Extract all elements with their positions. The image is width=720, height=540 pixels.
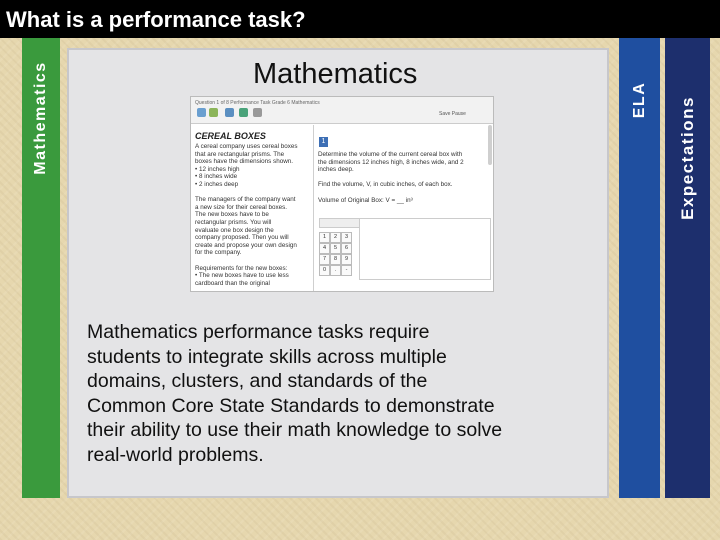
pencil-icon xyxy=(225,108,234,117)
screenshot-toolbar xyxy=(191,97,493,124)
keypad-key[interactable]: 4 xyxy=(319,243,330,254)
stimulus-line xyxy=(195,257,298,265)
stimulus-line: • 12 inches high xyxy=(195,165,240,173)
ela-side-tab[interactable] xyxy=(619,38,660,498)
next-arrow-icon xyxy=(209,108,218,117)
keypad-toolbar xyxy=(319,218,361,228)
body-line: Mathematics performance tasks require xyxy=(87,321,430,343)
body-line: real-world problems. xyxy=(87,443,264,466)
stimulus-line: • The new boxes have to use less xyxy=(195,272,289,280)
stimulus-line: The new boxes have to be xyxy=(195,211,269,219)
question-line: Volume of Original Box: V = __ in³ xyxy=(318,196,413,204)
save-icon xyxy=(239,108,248,117)
stimulus-line: create and propose your own design xyxy=(195,241,297,249)
toolbar-right-text: Save Pause xyxy=(439,111,466,117)
pause-icon xyxy=(253,108,262,117)
panel-body xyxy=(87,320,607,467)
keypad-key[interactable]: 3 xyxy=(341,232,352,243)
keypad-key[interactable]: 9 xyxy=(341,254,352,265)
stimulus-text xyxy=(195,143,298,287)
stimulus-line: boxes have the dimensions shown. xyxy=(195,158,294,166)
body-line: domains, clusters, and standards of the xyxy=(87,370,428,392)
toolbar-text: Question 1 of 8 Performance Task Grade 6 Mathematics xyxy=(195,100,320,106)
body-line: their ability to use their math knowledge to solve xyxy=(87,419,503,441)
answer-area[interactable] xyxy=(359,218,491,280)
keypad-key[interactable]: - xyxy=(341,265,352,276)
keypad-key[interactable]: 0 xyxy=(319,265,330,276)
mathematics-side-tab[interactable] xyxy=(22,38,60,498)
stimulus-pane xyxy=(193,127,311,289)
panel-heading: Mathematics xyxy=(253,58,418,90)
stimulus-line: cardboard than the original xyxy=(195,279,270,287)
keypad-key[interactable]: 5 xyxy=(330,243,341,254)
keypad-key[interactable]: 6 xyxy=(341,243,352,254)
stimulus-line: that are rectangular prisms. The xyxy=(195,150,285,158)
mathematics-tab-label: Mathematics xyxy=(32,61,49,175)
keypad-key[interactable]: . xyxy=(330,265,341,276)
ela-tab-label: ELA xyxy=(630,81,648,119)
keypad-key[interactable]: 2 xyxy=(330,232,341,243)
question-line: Determine the volume of the current cereal box with xyxy=(318,151,463,158)
stimulus-line: a new size for their cereal boxes. xyxy=(195,203,288,211)
keypad-key[interactable]: 8 xyxy=(330,254,341,265)
question-line xyxy=(318,174,464,182)
body-line: Common Core State Standards to demonstrate xyxy=(87,394,495,417)
title-bar xyxy=(0,0,720,38)
task-screenshot xyxy=(190,96,494,292)
back-arrow-icon xyxy=(197,108,206,117)
expectations-tab-label: Expectations xyxy=(677,96,697,220)
stimulus-title: CEREAL BOXES xyxy=(195,131,266,141)
scrollbar[interactable] xyxy=(488,125,492,165)
question-text xyxy=(318,151,464,204)
stimulus-line: Requirements for the new boxes: xyxy=(195,264,288,272)
stimulus-line: for the company. xyxy=(195,249,242,257)
stimulus-line: • 2 inches deep xyxy=(195,180,239,188)
question-line: Find the volume, V, in cubic inches, of each box. xyxy=(318,181,453,189)
question-line xyxy=(318,189,464,197)
expectations-side-tab[interactable] xyxy=(665,38,710,498)
question-line: inches deep. xyxy=(318,166,354,174)
question-number-badge: 1 xyxy=(319,137,328,147)
keypad-key[interactable]: 7 xyxy=(319,254,330,265)
stimulus-line: company proposed. Then you will xyxy=(195,234,289,242)
keypad-key[interactable]: 1 xyxy=(319,232,330,243)
pane-divider[interactable] xyxy=(313,125,314,291)
stimulus-line: • 8 inches wide xyxy=(195,173,238,181)
stimulus-line xyxy=(195,189,298,197)
stimulus-line: The managers of the company want xyxy=(195,196,296,204)
page-title: What is a performance task? xyxy=(6,7,306,32)
stimulus-line: evaluate one box design the xyxy=(195,226,274,234)
question-line: the dimensions 12 inches high, 8 inches wide, and 2 xyxy=(318,158,464,166)
stimulus-line: A cereal company uses cereal boxes xyxy=(195,143,298,150)
body-line: students to integrate skills across multiple xyxy=(87,345,447,368)
stimulus-line: rectangular prisms. You will xyxy=(195,218,272,226)
